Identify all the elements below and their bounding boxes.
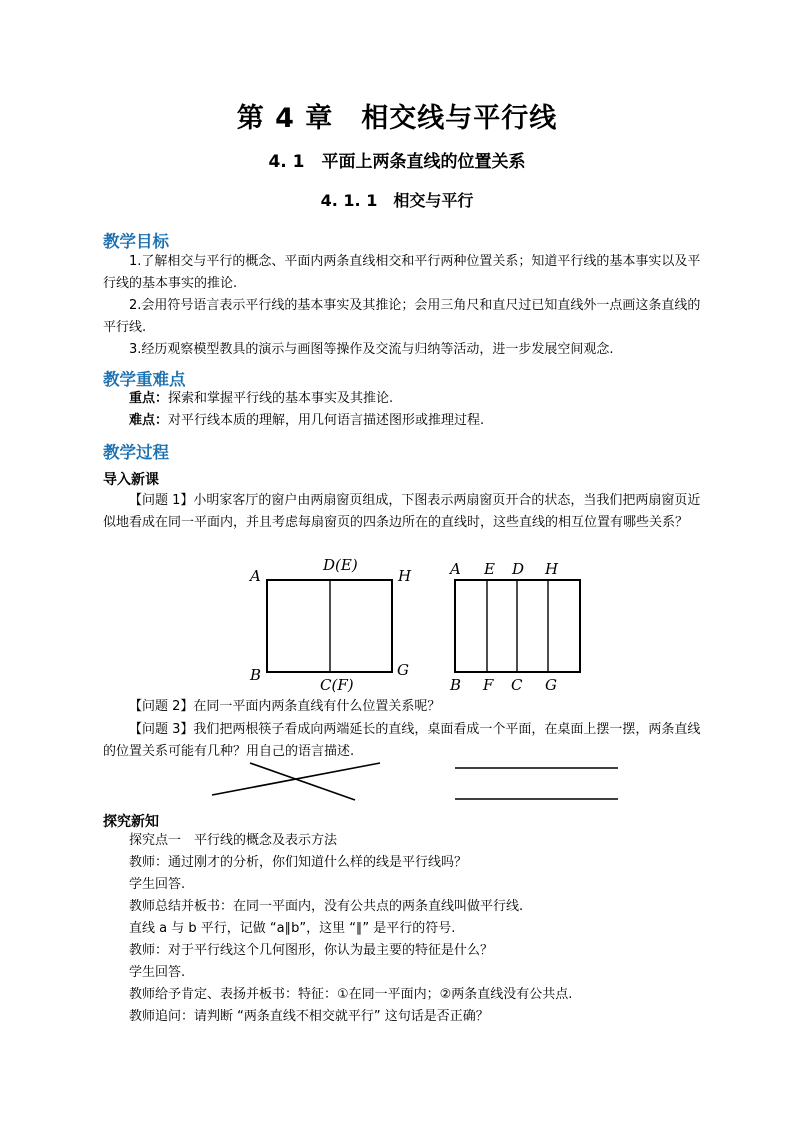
intersecting-lines-figure [200,755,400,810]
label-CF: C(F) [320,676,354,694]
difficulty-line [129,410,484,432]
goal-item-1: 1.了解相交与平行的概念、平面内两条直线相交和平行两种位置关系；知道平行线的基本事实以及平行线的基本事实的推论. [103,254,701,291]
label-G-2: G [545,676,557,694]
explore-line-4: 教师总结并板书：在同一平面内，没有公共点的两条直线叫做平行线. [129,899,524,914]
chapter-title: 第 4 章 相交线与平行线 [236,103,558,134]
label-C-2: C [511,676,523,694]
question-1: 【问题 1】小明家客厅的窗户由两扇窗页组成，下图表示两扇窗页开合的状态，当我们把两扇窗页近似地看成在同一平面内，并且考虑每扇窗页的四条边所在的直线时，这些直线的相互位置有哪些关系？ [103,493,701,530]
section-title: 4. 1 平面上两条直线的位置关系 [268,152,526,172]
explore-line-9: 教师追问：请判断 “两条直线不相交就平行” 这句话是否正确？ [129,1009,489,1024]
process-heading: 教学过程 [103,443,169,462]
label-G: G [397,661,409,679]
focus-line [129,388,393,410]
subsection-title: 4. 1. 1 相交与平行 [320,191,474,210]
focus-label: 重点： [129,391,169,406]
window-closed-figure [240,552,420,697]
difficulty-label: 难点： [129,413,169,428]
goals-heading: 教学目标 [103,232,169,251]
explore-line-2: 教师：通过刚才的分析，你们知道什么样的线是平行线吗？ [129,855,468,870]
explore-line-5: 直线 a 与 b 平行，记做 “a∥b”，这里 “∥” 是平行的符号. [129,921,456,936]
explore-heading: 探究新知 [103,814,159,830]
explore-line-8: 教师给予肯定、表扬并板书：特征：①在同一平面内；②两条直线没有公共点. [129,987,573,1002]
label-D-2: D [512,560,525,578]
question-2: 【问题 2】在同一平面内两条直线有什么位置关系呢？ [129,699,441,714]
explore-line-1: 探究点一 平行线的概念及表示方法 [129,833,338,848]
focus-text: 探索和掌握平行线的基本事实及其推论. [168,391,394,406]
window-open-figure [440,552,590,697]
question-3: 【问题 3】我们把两根筷子看成向两端延长的直线，桌面看成一个平面，在桌面上摆一摆，两条直线的位置关系可能有几种？用自己的语言描述. [103,722,701,759]
label-H: H [398,567,412,585]
label-DE: D(E) [323,556,358,574]
parallel-lines-figure [450,760,625,805]
label-B-2: B [450,676,462,694]
goal-item-2: 2.会用符号语言表示平行线的基本事实及其推论；会用三角尺和直尺过已知直线外一点画这条直线的平行线. [103,298,701,335]
explore-line-7: 学生回答. [129,965,186,980]
label-A-2: A [450,560,461,578]
label-B: B [250,666,262,684]
label-H-2: H [545,560,559,578]
label-E-2: E [484,560,495,578]
intro-heading: 导入新课 [103,472,159,488]
intersecting-line-2 [250,763,355,800]
goal-item-3: 3.经历观察模型教具的演示与画图等操作及交流与归纳等活动，进一步发展空间观念. [129,342,614,357]
explore-line-3: 学生回答. [129,877,186,892]
keypoints-heading: 教学重难点 [103,370,186,389]
label-A: A [250,567,261,585]
label-F-2: F [483,676,494,694]
difficulty-text: 对平行线本质的理解，用几何语言描述图形或推理过程. [168,413,485,428]
explore-line-6: 教师：对于平行线这个几何图形，你认为最主要的特征是什么？ [129,943,494,958]
